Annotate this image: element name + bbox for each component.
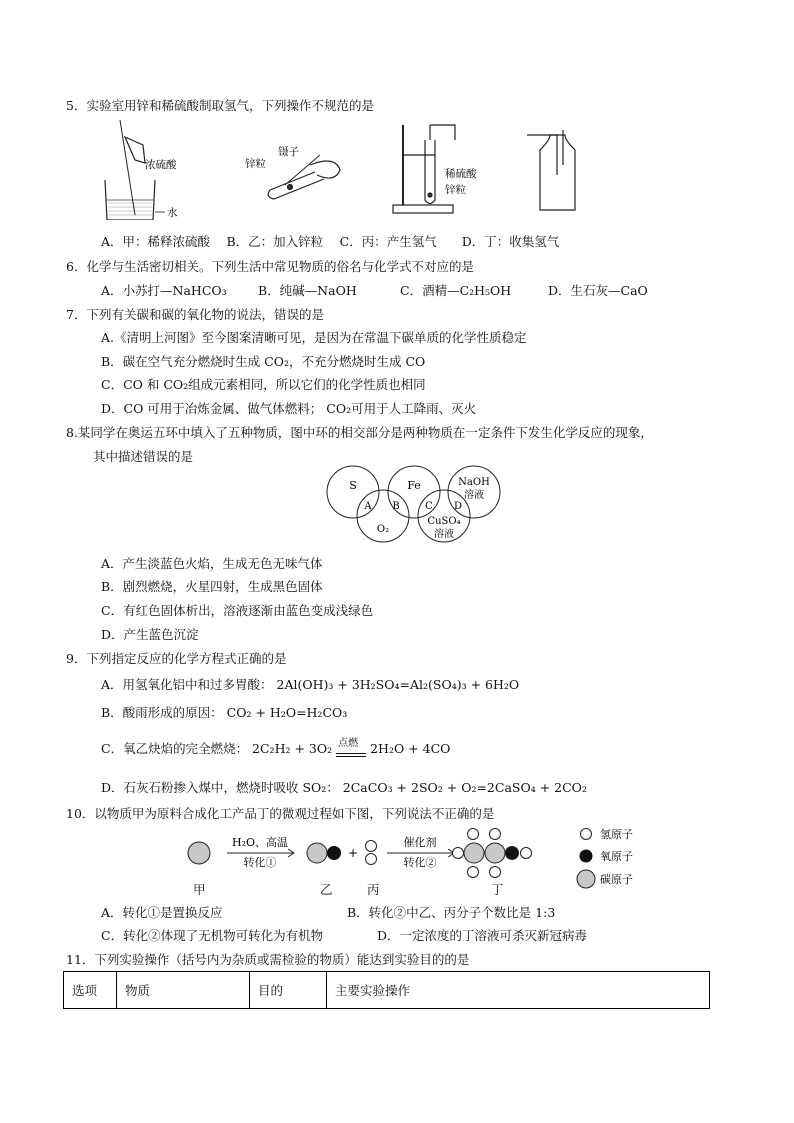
- ring-label-naoh-solution: 溶液: [464, 490, 484, 501]
- ring-label-naoh: NaOH: [458, 477, 490, 488]
- q9-option-d: D．石灰石粉掺入煤中，燃烧时吸收 SO₂： 2CaCO₃ + 2SO₂ + O₂=2CaSO₄ + 2CO₂: [101, 780, 587, 795]
- plus-sign: +: [347, 846, 359, 860]
- q9-c-right: 2H₂O + 4CO: [370, 741, 451, 756]
- region-d: D: [453, 501, 463, 512]
- q10-micro-process-figure: [180, 826, 660, 898]
- gas-bottle-figure: [527, 130, 575, 210]
- legend-oxygen: 氧原子: [600, 850, 633, 863]
- q8-stem-line1: 8.某同学在奥运五环中填入了五种物质，图中环的相交部分是两种物质在一定条件下发生化学反应的现象，: [66, 425, 653, 440]
- q6-option-d: D．生石灰—CaO: [548, 283, 648, 298]
- q7-option-a: A.《清明上河图》至今图案清晰可见，是因为在常温下碳单质的化学性质稳定: [101, 330, 527, 345]
- label-tweezers: 镊子: [278, 146, 299, 158]
- label-water: 水: [167, 207, 178, 219]
- q7-option-d: D．CO 可用于冶炼金属、做气体燃料； CO₂可用于人工降雨、灭火: [101, 401, 477, 416]
- q6-option-a: A．小苏打—NaHCO₃: [101, 283, 227, 298]
- q9-option-c: [101, 739, 450, 757]
- test-tube-figure: [268, 155, 340, 199]
- ring-label-s: S: [349, 479, 357, 492]
- molecule-ding: [453, 829, 532, 878]
- ring-label-o2: O₂: [376, 524, 390, 535]
- molecule-bing: [366, 841, 377, 865]
- ignite-condition: [336, 738, 366, 757]
- label-bing: 丙: [367, 882, 380, 897]
- q8-option-d: D．产生蓝色沉淀: [101, 627, 199, 642]
- ring-label-fe: Fe: [407, 479, 421, 492]
- q11-stem: 11．下列实验操作（括号内为杂质或需检验的物质）能达到实验目的的是: [66, 952, 470, 967]
- q5-options: A．甲：稀释浓硫酸 B．乙：加入锌粒 C．丙：产生氢气 D．丁：收集氢气: [101, 234, 560, 249]
- atom-legend: [577, 827, 633, 888]
- q10-option-c: C．转化②体现了无机物可转化为有机物: [101, 928, 324, 943]
- label-zinc-b: 锌粒: [445, 184, 466, 196]
- label-conc-acid: 浓硫酸: [145, 159, 177, 171]
- oxygen-legend-icon: [580, 850, 593, 863]
- header-purpose: 目的: [250, 972, 327, 1009]
- q9-option-a: A．用氢氧化铝中和过多胃酸： 2Al(OH)₃ + 3H₂SO₄=Al₂(SO₄)₃ + 6H₂O: [101, 677, 520, 692]
- q10-stem: 10．以物质甲为原料合成化工产品丁的微观过程如下图，下列说法不正确的是: [66, 806, 495, 821]
- carbon-legend-icon: [577, 870, 595, 888]
- q10-option-b: B．转化②中乙、丙分子个数比是 1:3: [347, 905, 556, 920]
- region-a: A: [364, 501, 372, 512]
- q8-option-c: C．有红色固体析出，溶液逐渐由蓝色变成浅绿色: [101, 603, 374, 618]
- molecule-jia: [188, 842, 210, 864]
- q7-option-b: B．碳在空气充分燃烧时生成 CO₂，不充分燃烧时生成 CO: [101, 354, 426, 369]
- q6-option-c: C．酒精—C₂H₅OH: [400, 283, 512, 298]
- q6-stem: 6．化学与生活密切相关。下列生活中常见物质的俗名与化学式不对应的是: [66, 259, 474, 274]
- q9-stem: 9．下列指定反应的化学方程式正确的是: [66, 651, 287, 666]
- hydrogen-legend-icon: [581, 829, 592, 840]
- q10-option-a: A．转化①是置换反应: [101, 905, 223, 920]
- label-zinc-a: 锌粒: [245, 158, 266, 170]
- q5-apparatus-figure: [95, 115, 655, 220]
- ignite-equals: [336, 753, 366, 757]
- q8-option-a: A．产生淡蓝色火焰，生成无色无味气体: [101, 556, 323, 571]
- region-c: C: [425, 501, 433, 512]
- label-jia: 甲: [193, 882, 206, 897]
- table-header-row: [64, 972, 710, 1009]
- q9-c-left: C．氧乙炔焰的完全燃烧： 2C₂H₂ + 3O₂: [101, 741, 333, 756]
- header-option: 选项: [64, 972, 117, 1009]
- q8-stem-line2: 其中描述错误的是: [93, 449, 194, 464]
- arrow-2-bottom: 转化②: [403, 856, 437, 869]
- label-ding: 丁: [491, 882, 504, 897]
- q10-option-d: D．一定浓度的丁溶液可杀灭新冠病毒: [377, 928, 588, 943]
- region-b: B: [392, 501, 400, 512]
- header-substance: 物质: [117, 972, 250, 1009]
- q8-option-b: B．剧烈燃烧，火星四射，生成黑色固体: [101, 579, 323, 594]
- label-yi: 乙: [320, 882, 333, 897]
- ring-label-cuso4-solution: 溶液: [434, 529, 454, 540]
- q9-option-b: B．酸雨形成的原因： CO₂ + H₂O=H₂CO₃: [101, 705, 348, 720]
- legend-carbon: 碳原子: [600, 873, 633, 886]
- arrow-1-bottom: 转化①: [243, 856, 277, 869]
- q7-stem: 7．下列有关碳和碳的氧化物的说法，错误的是: [66, 307, 324, 322]
- arrow-1-top: H₂O、高温: [231, 836, 289, 849]
- header-operation: 主要实验操作: [327, 972, 710, 1009]
- ignite-label: 点燃: [338, 738, 359, 749]
- q6-option-b: B．纯碱—NaOH: [258, 283, 357, 298]
- label-dilute-acid: 稀硫酸: [445, 168, 477, 180]
- molecule-yi: [307, 843, 341, 863]
- q5-stem: 5．实验室用锌和稀硫酸制取氢气，下列操作不规范的是: [66, 98, 374, 113]
- arrow-2-top: 催化剂: [403, 836, 437, 849]
- q11-table: [63, 971, 710, 1009]
- olympic-rings-figure: [325, 464, 505, 548]
- ring-label-cuso4: CuSO₄: [427, 516, 461, 527]
- q7-option-c: C．CO 和 CO₂组成元素相同，所以它们的化学性质也相同: [101, 377, 426, 392]
- legend-hydrogen: 氢原子: [600, 828, 633, 841]
